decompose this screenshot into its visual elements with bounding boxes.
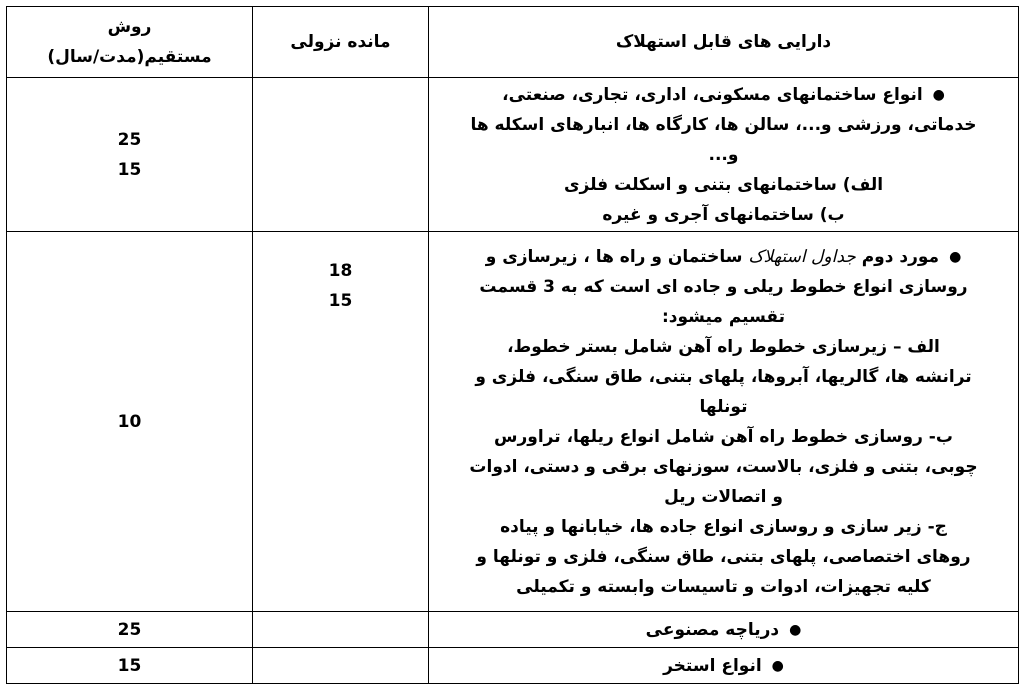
declining-cell: [253, 612, 429, 648]
asset-line: کلیه تجهیزات، ادوات و تاسیسات وابسته و تکمیلی: [516, 576, 931, 597]
asset-lead-2: ساختمان و راه ها ، زیرسازی و: [485, 246, 743, 267]
straight-line-cell: [7, 78, 253, 232]
straight-value: 25: [117, 619, 142, 640]
declining-cell: [253, 78, 429, 232]
asset-line: و اتصالات ریل: [664, 486, 783, 507]
straight-line-cell: [7, 648, 253, 684]
header-straight-line-2: مستقیم(مدت/سال): [47, 47, 212, 67]
straight-line-cell: [7, 612, 253, 648]
asset-line: الف – زیرسازی خطوط راه آهن شامل بستر خطوط،: [507, 336, 940, 357]
asset-line: انواع استخر: [663, 655, 762, 676]
table-row: [7, 78, 1019, 232]
table-row: [7, 612, 1019, 648]
declining-value: 15: [328, 291, 353, 311]
header-straight-line-1: روش: [107, 17, 152, 37]
declining-cell: [253, 232, 429, 612]
asset-line: الف) ساختمانهای بتنی و اسکلت فلزی: [563, 174, 884, 195]
asset-line: روسازی انواع خطوط ریلی و جاده ای است که به 3 قسمت: [479, 276, 968, 297]
header-straight-line: [7, 7, 253, 78]
asset-cell: [429, 78, 1019, 232]
bullet-icon: ●: [949, 248, 962, 265]
asset-line: تقسیم میشود:: [661, 306, 786, 327]
header-declining: مانده نزولی: [253, 7, 429, 78]
asset-cell: [429, 648, 1019, 684]
declining-cell: [253, 648, 429, 684]
asset-line: و...: [708, 144, 739, 165]
declining-value: 18: [328, 261, 353, 281]
asset-line: انواع ساختمانهای مسکونی، اداری، تجاری، صنعتی،: [502, 84, 923, 105]
straight-value: 15: [117, 159, 142, 180]
straight-line-cell: [7, 232, 253, 612]
straight-value: 15: [117, 655, 142, 676]
asset-line: تونلها: [699, 396, 748, 417]
depreciation-table: [6, 6, 1019, 684]
table-row: [7, 232, 1019, 612]
asset-line: ترانشه ها، گالریها، آبروها، پلهای بتنی، طاق سنگی، فلزی و: [475, 366, 972, 387]
straight-value: 10: [117, 411, 142, 432]
bullet-icon: ●: [771, 657, 784, 674]
asset-lead-italic: جداول استهلاک: [748, 246, 856, 267]
header-row: [7, 7, 1019, 78]
asset-line: دریاچه مصنوعی: [645, 619, 780, 640]
asset-cell: [429, 612, 1019, 648]
bullet-icon: ●: [932, 86, 945, 103]
asset-line: چوبی، بتنی و فلزی، بالاست، سوزنهای برقی و دستی، ادوات: [469, 456, 978, 477]
bullet-icon: ●: [789, 621, 802, 638]
asset-line: روهای اختصاصی، پلهای بتنی، طاق سنگی، فلزی و تونلها و: [476, 546, 971, 567]
asset-lead-1: مورد دوم: [861, 246, 940, 267]
asset-line: ب) ساختمانهای آجری و غیره: [602, 204, 845, 225]
asset-cell: [429, 232, 1019, 612]
asset-line: ج- زیر سازی و روسازی انواع جاده ها، خیابانها و پیاده: [500, 516, 947, 537]
asset-line: ب- روسازی خطوط راه آهن شامل انواع ریلها، تراورس: [494, 426, 953, 447]
straight-value: 25: [117, 129, 142, 150]
asset-line: خدماتی، ورزشی و...، سالن ها، کارگاه ها، انبارهای اسکله ها: [470, 114, 977, 135]
header-asset: دارایی های قابل استهلاک: [429, 7, 1019, 78]
table-row: [7, 648, 1019, 684]
